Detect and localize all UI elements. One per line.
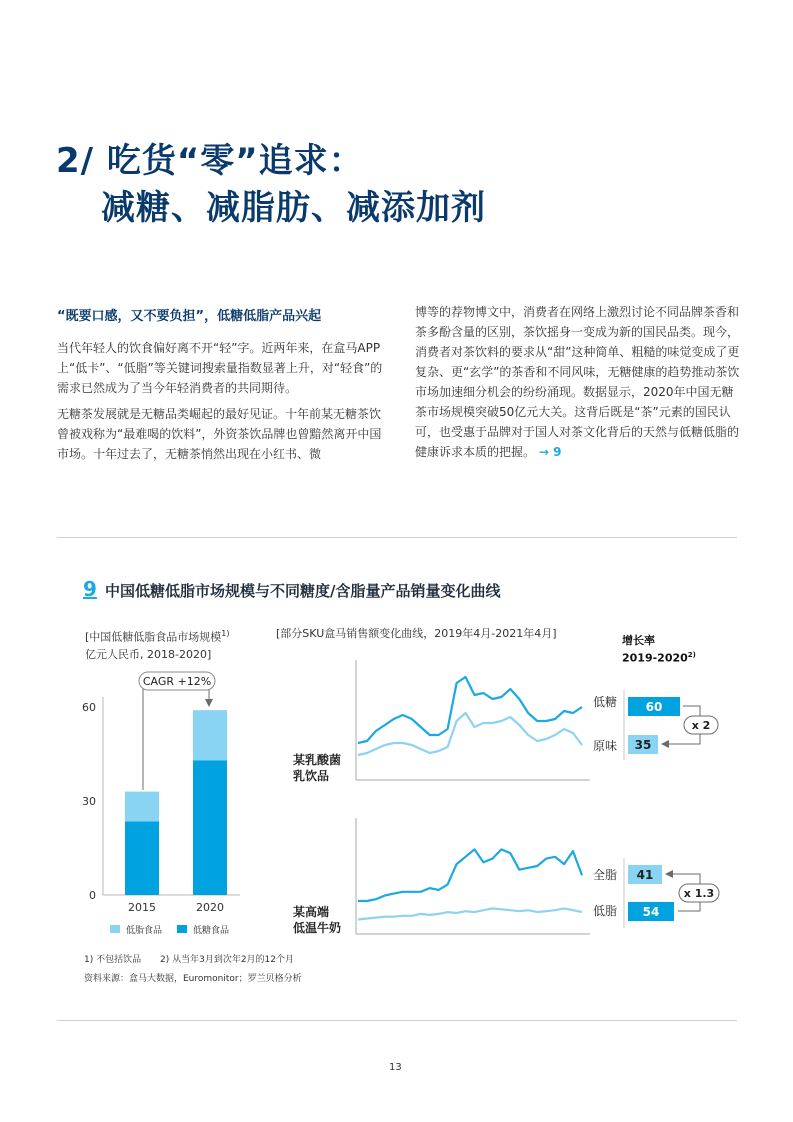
legend-label-low-fat: 低脂食品 bbox=[126, 926, 163, 936]
growth-value-full-fat: 41 bbox=[636, 868, 654, 882]
paragraph-3-text: 博等的荐物博文中，消费者在网络上激烈讨论不同品牌茶香和茶多酚含量的区别，茶饮摇身一变成为新的国民品类。现今，消费者对茶饮料的要求从“甜”这种简单、粗糙的味觉变成了更复杂、更“玄学”的茶香和不同风味，无糖健康的趋势推动茶饮市场加速细分机会的纷纷涌现。数据显示，2020年中国无糖茶市场规模突破50亿元大关。这背后既是“茶”元素的国民认可，也受惠于品牌对于国人对茶文化背后的天然与低糖低脂的健康诉求本质的把握。 bbox=[415, 305, 740, 459]
footnote-2: 2) 从当年3月到次年2月的12个月 bbox=[160, 955, 295, 965]
line-panel-1-series-0 bbox=[358, 677, 582, 743]
row2-label-line2: 低温牛奶 bbox=[293, 921, 342, 935]
growth-value-original: 35 bbox=[634, 738, 652, 752]
figure-number: 9 bbox=[83, 577, 97, 601]
growth-header-line2: 2019-2020 bbox=[622, 651, 688, 665]
legend-swatch-low-fat bbox=[110, 925, 120, 933]
bar-y-tick-30: 30 bbox=[82, 795, 96, 808]
left-caption-line2: 亿元人民币, 2018-2020] bbox=[85, 647, 212, 661]
bar-2015-series-1 bbox=[125, 792, 159, 822]
divider-bottom bbox=[57, 1020, 737, 1021]
growth-value-low-sugar: 60 bbox=[645, 700, 663, 714]
line-label-low-sugar: 低糖 bbox=[593, 695, 618, 709]
row1-label-line2: 乳饮品 bbox=[293, 769, 330, 783]
right-chart-caption: [部分SKU盒马销售额变化曲线，2019年4月-2021年4月] bbox=[276, 627, 557, 640]
bar-y-tick-60: 60 bbox=[82, 701, 96, 714]
left-caption-line1: [中国低糖低脂食品市场规模 bbox=[85, 630, 222, 644]
paragraph-1: 当代年轻人的饮食偏好离不开“轻”字。近两年来，在盒马APP上“低卡”、“低脂”等关键词搜索量指数显著上升，对“轻食”的需求已然成为了当今年轻消费者的共同期待。 bbox=[57, 341, 383, 395]
page-title-line1: 2/ 吃货“零”追求： bbox=[56, 141, 364, 181]
line-label-low-fat: 低脂 bbox=[593, 904, 618, 918]
row1-label-line1: 某乳酸菌 bbox=[293, 753, 342, 767]
line-label-original: 原味 bbox=[593, 739, 618, 753]
ratio-label-1: x 2 bbox=[691, 719, 711, 732]
growth-value-low-fat: 54 bbox=[642, 905, 660, 919]
line-label-full-fat: 全脂 bbox=[593, 868, 618, 882]
bar-2020-series-1 bbox=[193, 710, 227, 760]
bar-x-tick-2015: 2015 bbox=[128, 901, 156, 914]
cagr-label: CAGR +12% bbox=[142, 675, 212, 688]
paragraph-2: 无糖茶发展就是无糖品类崛起的最好见证。十年前某无糖茶饮曾被戏称为“最难喝的饮料”，外资茶饮品牌也曾黯然离开中国市场。十年过去了，无糖茶悄然出现在小红书、微 bbox=[57, 407, 382, 461]
line-panel-2-series-0 bbox=[358, 849, 582, 901]
growth-header-line1: 增长率 bbox=[622, 634, 655, 647]
legend-swatch-low-sugar bbox=[177, 925, 187, 933]
bar-x-tick-2020: 2020 bbox=[196, 901, 224, 914]
ratio-label-2: x 1.3 bbox=[683, 887, 715, 900]
section-subhead: “既要口感，又不要负担”，低糖低脂产品兴起 bbox=[57, 309, 322, 324]
row2-label-line1: 某高端 bbox=[293, 905, 330, 919]
footnote-1: 1) 不包括饮品 bbox=[84, 955, 142, 965]
page-number: 13 bbox=[389, 1062, 402, 1073]
left-caption-footnote: 1) bbox=[221, 629, 230, 638]
legend-label-low-sugar: 低糖食品 bbox=[193, 926, 230, 936]
figure-reference-link[interactable]: → 9 bbox=[538, 445, 562, 459]
growth-header-footnote: 2) bbox=[687, 651, 696, 659]
bar-2020-series-0 bbox=[193, 760, 227, 895]
source-note: 资料来源：盒马大数据，Euromonitor；罗兰贝格分析 bbox=[84, 974, 302, 984]
figure-title: 中国低糖低脂市场规模与不同糖度/含脂量产品销量变化曲线 bbox=[105, 582, 501, 600]
bar-2015-series-0 bbox=[125, 821, 159, 895]
page-title-line2: 减糖、减脂肪、减添加剂 bbox=[101, 188, 486, 228]
line-panel-2-series-1 bbox=[358, 908, 582, 919]
bar-y-tick-0: 0 bbox=[89, 889, 96, 902]
